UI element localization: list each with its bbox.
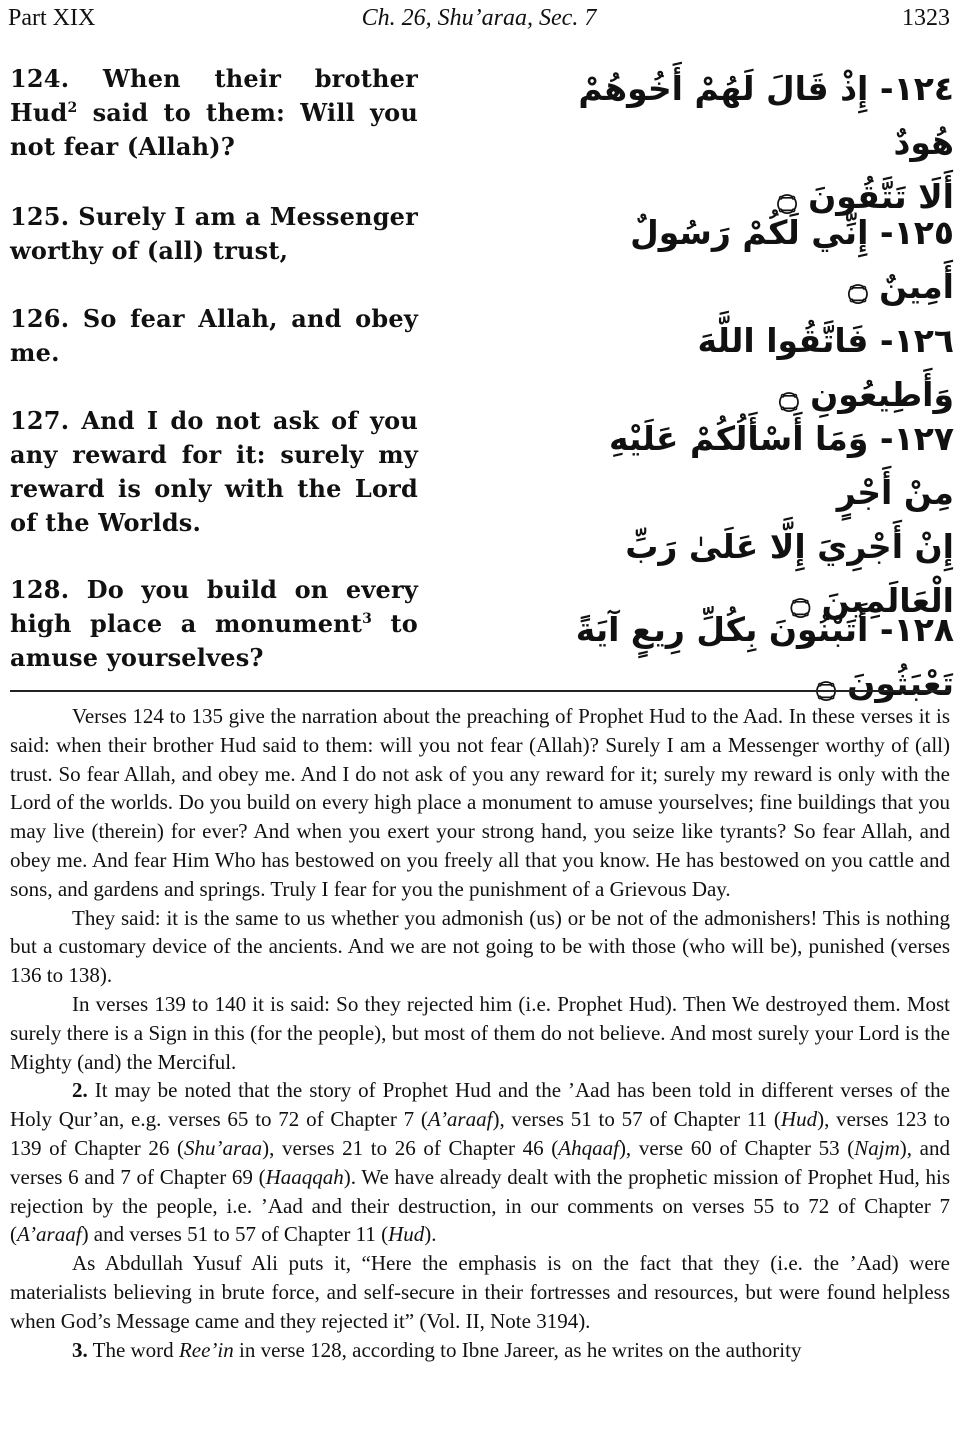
commentary-paragraph: As Abdullah Yusuf Ali puts it, “Here the emphasis is on the fact that they (i.e. the ’Aad) were materialists believing in brute force, and self-secure in their fortresses and resources, but were found helpless when God’s Message came and they rejected it” (Vol. II, Note 3194).: [10, 1251, 950, 1333]
footnote-text: ) and verses 51 to 57 of Chapter 11 (: [81, 1222, 389, 1247]
footnote-text: ).: [424, 1222, 437, 1247]
arabic-line: ١٢٤- إِذْ قَالَ لَهُمْ أَخُوهُمْ هُودٌ: [578, 69, 954, 162]
footnote-number: 2.: [72, 1078, 88, 1103]
page-number: 1323: [902, 5, 950, 31]
arabic-line: إِنْ أَجْرِيَ إِلَّا عَلَىٰ رَبِّ الْعَالَمِينَ ۝: [625, 527, 954, 620]
part-label: Part XIX: [8, 5, 96, 31]
page-header: [8, 2, 950, 38]
arabic-line: ١٢٧- وَمَا أَسْأَلُكُمْ عَلَيْهِ مِنْ أَجْرٍ: [608, 419, 954, 512]
chapter-title: Ch. 26, Shu’araa, Sec. 7: [361, 5, 597, 31]
footnote-2: [10, 1076, 950, 1249]
arabic-line: أَلَا تَتَّقُونَ ۝: [777, 177, 954, 216]
verse-translation: 127. And I do not ask of you any reward for it: surely my reward is only with the Lord of the Worlds.: [10, 406, 418, 537]
footnote-text: ), verse 60 of Chapter 53 (: [618, 1135, 855, 1160]
translation-text: 128. Do you build on every high place a monument: [10, 575, 418, 638]
footnote-text: ), verses 21 to 26 of Chapter 46 (: [262, 1135, 559, 1160]
arabic-line: ١٢٦- فَاتَّقُوا اللَّهَ وَأَطِيعُونِ ۝: [697, 321, 954, 414]
footnote-text: ). We have already dealt with the prophetic mission of Prophet Hud, his rejection by the people, i.e. ’Aad and their destruction, in our comments on verses 55 to 72 of Chapter 7 (: [10, 1164, 950, 1247]
arabic-line: ١٢٥- إِنِّي لَكُمْ رَسُولٌ أَمِينٌ ۝: [630, 213, 954, 306]
footnote-text: The word: [87, 1337, 179, 1362]
term: Ree’in: [178, 1337, 234, 1362]
verse-translation: [10, 573, 418, 675]
chapter-name: Shu’araa: [184, 1135, 263, 1160]
section-divider: [10, 690, 950, 692]
chapter-name: A’araaf: [17, 1222, 82, 1247]
chapter-name: Hud: [388, 1222, 425, 1247]
verse-arabic: [554, 206, 954, 314]
footnote-ref: 2: [67, 100, 78, 116]
commentary: [10, 702, 950, 1364]
footnote-text: It may be noted that the story of Prophet Hud and the ’Aad has been told in different verses of the Holy Qur’an, e.g. verses 65 to 72 of Chapter 7 (: [10, 1078, 950, 1132]
footnote-text: ), verses 51 to 57 of Chapter 11 (: [492, 1107, 781, 1132]
chapter-name: Hud: [780, 1107, 818, 1132]
chapter-name: A’araaf: [427, 1107, 493, 1132]
chapter-name: Najm: [854, 1135, 900, 1160]
translation-text: 124. When their brother Hud: [10, 64, 418, 127]
footnote-text: in verse 128, according to Ibne Jareer, as he writes on the authority: [233, 1337, 802, 1362]
arabic-line: ١٢٨- أَتَبْنُونَ بِكُلِّ رِيعٍ آيَةً تَعْبَثُونَ ۝: [575, 610, 954, 703]
verse-124: [10, 62, 960, 216]
verse-translation: [10, 62, 418, 164]
commentary-paragraph: They said: it is the same to us whether you admonish (us) or be not of the admonishers! This is nothing but a customary device of the ancients. And we are not going to be with those (who will be), punished (verses 136 to 138).: [10, 905, 950, 988]
commentary-paragraph: Verses 124 to 135 give the narration about the preaching of Prophet Hud to the Aad. In these verses it is said: when their brother Hud said to them: will you not fear (Allah)? Surely I am a Messenger worthy of (all) trust. So fear Allah, and obey me. And I do not ask of you any reward for it; surely my reward is only with the Lord of the worlds. Do you build on every high place a monument to amuse yourselves; fine buildings that you may live (therein) for ever? And when you exert your strong hand, you seize like tyrants? So fear Allah, and obey me. And fear Him Who has bestowed on you freely all that you know. He has bestowed on you cattle and sons, and gardens and springs. Truly I fear for you the punishment of a Grievous Day.: [10, 704, 950, 901]
translation-text: said to them: Will you not fear (Allah)?: [10, 98, 418, 161]
commentary-paragraph: In verses 139 to 140 it is said: So they rejected him (i.e. Prophet Hud). Then We destroyed them. Most surely there is a Sign in this (for the people), but most of them do not believe. And most surely your Lord is the Mighty (and) the Merciful.: [10, 991, 950, 1074]
footnote-number: 3.: [72, 1337, 88, 1362]
verse-126: [10, 302, 960, 414]
verse-translation: 126. So fear Allah, and obey me.: [10, 304, 418, 367]
footnote-text: ), and verses 6 and 7 of Chapter 69 (: [10, 1135, 950, 1189]
translation-text: to amuse yourselves?: [10, 609, 418, 672]
footnote-3: [10, 1336, 950, 1365]
chapter-name: Haaqqah: [265, 1164, 344, 1189]
footnote-text: ), verses 123 to 139 of Chapter 26 (: [10, 1107, 950, 1160]
verse-translation: 125. Surely I am a Messenger worthy of (all) trust,: [10, 202, 418, 265]
chapter-name: Ahqaaf: [558, 1135, 619, 1160]
verse-arabic: [554, 603, 954, 711]
footnote-ref: 3: [362, 611, 373, 627]
verse-128: [10, 573, 960, 703]
verse-125: [10, 200, 960, 306]
